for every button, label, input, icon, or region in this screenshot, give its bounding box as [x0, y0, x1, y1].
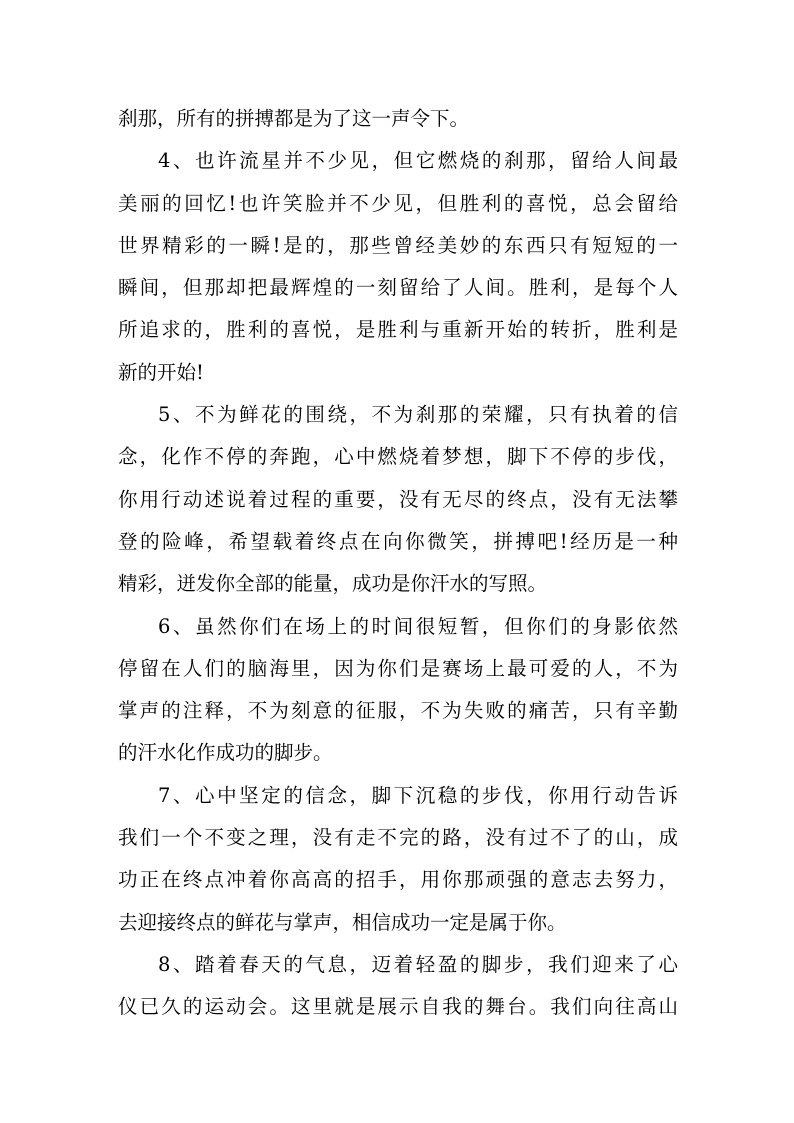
text-line: 所追求的，胜利的喜悦，是胜利与重新开始的转折，胜利是: [118, 318, 678, 342]
text-line: 美丽的回忆!也许笑脸并不少见，但胜利的喜悦，总会留给: [118, 191, 678, 215]
text-line: 仪已久的运动会。这里就是展示自我的舞台。我们向往高山: [118, 995, 678, 1019]
text-line: 念，化作不停的奔跑，心中燃烧着梦想，脚下不停的步伐，: [118, 445, 678, 469]
text-line: 新的开始!: [118, 360, 204, 384]
text-line: 5、不为鲜花的围绕，不为刹那的荣耀，只有执着的信: [158, 403, 678, 427]
text-line: 功正在终点冲着你高高的招手，用你那顽强的意志去努力，: [118, 868, 678, 892]
text-line: 世界精彩的一瞬!是的，那些曾经美妙的东西只有短短的一: [118, 233, 678, 257]
text-line: 精彩，迸发你全部的能量，成功是你汗水的写照。: [118, 572, 548, 596]
text-line: 6、虽然你们在场上的时间很短暂，但你们的身影依然: [158, 614, 678, 638]
text-line: 刹那，所有的拼搏都是为了这一声令下。: [118, 107, 470, 130]
text-line: 我们一个不变之理，没有走不完的路，没有过不了的山，成: [118, 826, 678, 850]
text-line: 的汗水化作成功的脚步。: [118, 741, 333, 765]
text-line: 7、心中坚定的信念，脚下沉稳的步伐，你用行动告诉: [158, 783, 678, 807]
text-line: 去迎接终点的鲜花与掌声，相信成功一定是属于你。: [118, 910, 567, 934]
text-line: 你用行动述说着过程的重要，没有无尽的终点，没有无法攀: [118, 487, 678, 511]
text-line: 登的险峰，希望载着终点在向你微笑，拼搏吧!经历是一种: [118, 529, 678, 553]
text-line: 瞬间，但那却把最辉煌的一刻留给了人间。胜利，是每个人: [118, 276, 678, 300]
document-page: [118, 98, 678, 1029]
text-line: 停留在人们的脑海里，因为你们是赛场上最可爱的人，不为: [118, 656, 678, 680]
text-line: 8、踏着春天的气息，迈着轻盈的脚步，我们迎来了心: [158, 952, 678, 976]
text-line: 4、也许流星并不少见，但它燃烧的刹那，留给人间最: [158, 149, 678, 173]
text-line: 掌声的注释，不为刻意的征服，不为失败的痛苦，只有辛勤: [118, 699, 678, 723]
